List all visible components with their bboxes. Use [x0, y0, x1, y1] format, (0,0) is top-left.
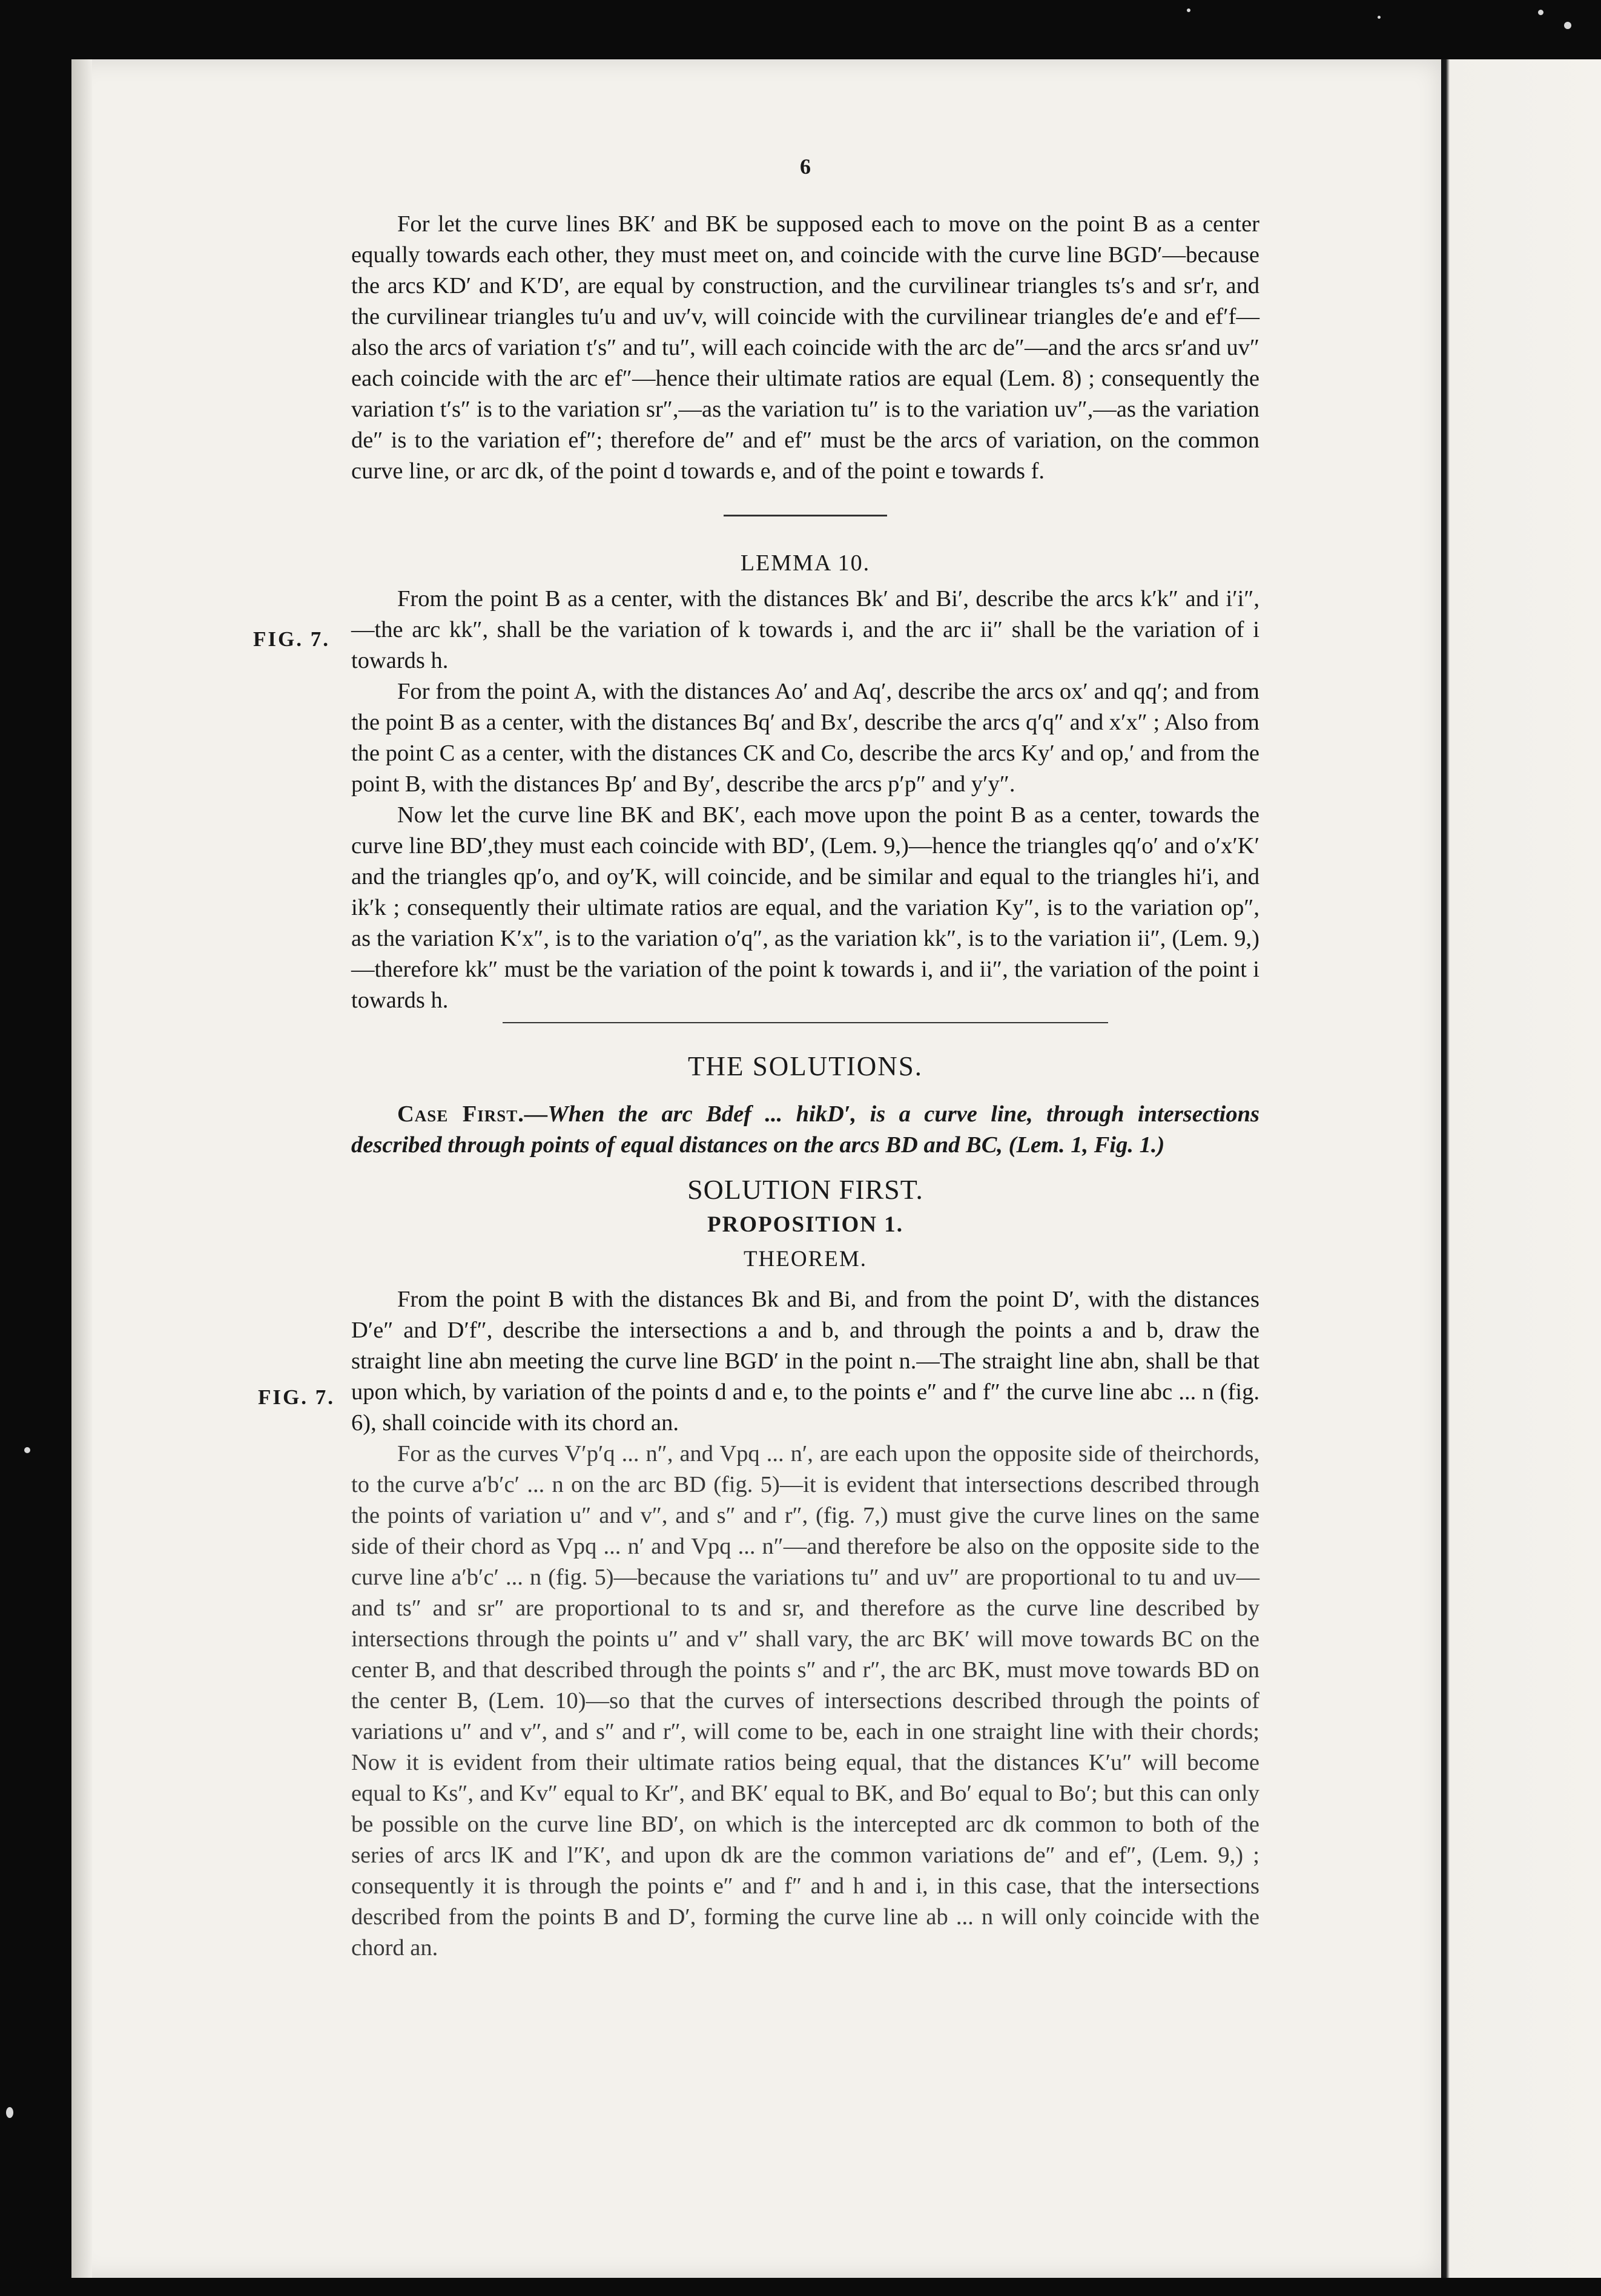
theorem-heading: THEOREM. [743, 1247, 868, 1272]
theorem-paragraph-1: From the point B with the distances Bk and Bi, and from the point D′, with the distances D′e″ and D′f″, describe the intersections a and b, and through the points a and b, draw the straight line abn meeting the curve line BGD′ in the point n.—The straight line abn, shall be that upon which, by variation of the points d and e, to the points e″ and f″ the curve line abc ... n (fig. 6), shall coincide with its chord an. [351, 1287, 1259, 1436]
scan-speck [1378, 16, 1381, 19]
scan-speck [6, 2107, 13, 2118]
case-text: —When the arc Bdef ... hikD′, is a curve line, through intersections described through points of equal distances on the arcs BD and BC, (Lem. 1, Fig. 1.) [351, 1101, 1259, 1158]
scan-speck [1538, 10, 1543, 15]
solutions-heading: THE SOLUTIONS. [688, 1051, 923, 1081]
scan-speck [1187, 8, 1190, 12]
lemma-paragraph-1: From the point B as a center, with the distances Bk′ and Bi′, describe the arcs k′k″ and i′i″,—the arc kk″, shall be the variation of k towards i, and the arc ii″ shall be the variation of i towards h. [351, 586, 1259, 673]
proposition-heading: PROPOSITION 1. [707, 1212, 904, 1237]
lemma-paragraph-3: Now let the curve line BK and BK′, each move upon the point B as a center, towards the curve line BD′,they must each coincide with BD′, (Lem. 9,)—hence the triangles qq′o′ and o′x′K′ and the triangles qp′o, and oy′K, will coincide, and be similar and equal to the triangles hi′i, and ik′k ; consequently their ultimate ratios are equal, and the variation Ky″, is to the variation op″, as the variation K′x″, is to the variation o′q″, as the variation kk″, is to the variation ii″, (Lem. 9,)—therefore kk″ must be the variation of the point k towards i, and ii″, the variation of the point i towards h. [351, 802, 1259, 1013]
page-number: 6 [800, 154, 811, 179]
scan-speck [24, 1447, 30, 1453]
figure-reference-label: FIG. 7. [253, 627, 330, 651]
case-statement [351, 1099, 1259, 1161]
scan-speck [1564, 22, 1571, 29]
facing-page [1441, 59, 1601, 2278]
page-binding-edge [71, 59, 92, 2278]
section-divider [503, 1022, 1108, 1023]
lemma-paragraph-2: For from the point A, with the distances Ao′ and Aq′, describe the arcs ox′ and qq′; and from the point B as a center, with the distances Bq′ and Bx′, describe the arcs q′q″ and x′x″ ; Also from the point C as a center, with the distances CK and Co, describe the arcs Ky′ and op,′ and from the point B, with the distances Bp′ and By′, describe the arcs p′p″ and y′y″. [351, 679, 1259, 797]
theorem-paragraph-2: For as the curves V′p′q ... n″, and Vpq ... n′, are each upon the opposite side of theirchords, to the curve a′b′c′ ... n on the arc BD (fig. 5)—it is evident that intersections described through the points of variation u″ and v″, and s″ and r″, (fig. 7,) must give the curve lines on the same side of their chord as Vpq ... n′ and Vpq ... n″—and therefore be also on the opposite side to the curve line a′b′c′ ... n (fig. 5)—because the variations tu″ and uv″ are proportional to tu and uv—and ts″ and sr″ are proportional to ts and sr, and therefore as the curve line described by intersections through the points u″ and v″ shall vary, the arc BK′ will move towards BC on the center B, and that described through the points s″ and r″, the arc BK, must move towards BD on the center B, (Lem. 10)—so that the curves of intersections described through the points of variations u″ and v″, and s″ and r″, will come to be, each in one straight line with their chords; Now it is evident from their ultimate ratios being equal, that the distances K′u″ will become equal to Ks″, and Kv″ equal to Kr″, and BK′ equal to BK, and Bo′ equal to Bo′; but this can only be possible on the curve line BD′, on which is the intercepted arc dk common to both of the series of arcs lK and l″K′, and upon dk are the common variations de″ and ef″, (Lem. 9,) ; consequently it is through the points e″ and f″ and h and i, in this case, that the intersections described from the points B and D′, forming the curve line ab ... n will only coincide with the chord an. [351, 1441, 1259, 1961]
intro-paragraph: For let the curve lines BK′ and BK be supposed each to move on the point B as a center equally towards each other, they must meet on, and coincide with the curve line BGD′—because the arcs KD′ and K′D′, are equal by construction, and the curvilinear triangles ts′s and sr′r, and the curvilinear triangles tu′u and uv′v, will coincide with the curvilinear triangles de′e and ef′f—also the arcs of variation t′s″ and tu″, will each coincide with the arc de″—and the arcs sr′and uv″ each coincide with the arc ef″—hence their ultimate ratios are equal (Lem. 8) ; consequently the variation t′s″ is to the variation sr″,—as the variation tu″ is to the variation uv″,—as the variation de″ is to the variation ef″; therefore de″ and ef″ must be the arcs of variation, on the common curve line, or arc dk, of the point d towards e, and of the point e towards f. [351, 211, 1259, 484]
solution-heading: SOLUTION FIRST. [687, 1174, 923, 1205]
figure-reference-label: FIG. 7. [258, 1385, 335, 1409]
page-body [351, 151, 1259, 1964]
case-label: Case First. [397, 1101, 524, 1127]
lemma-heading: LEMMA 10. [740, 550, 871, 576]
section-divider [724, 515, 887, 516]
